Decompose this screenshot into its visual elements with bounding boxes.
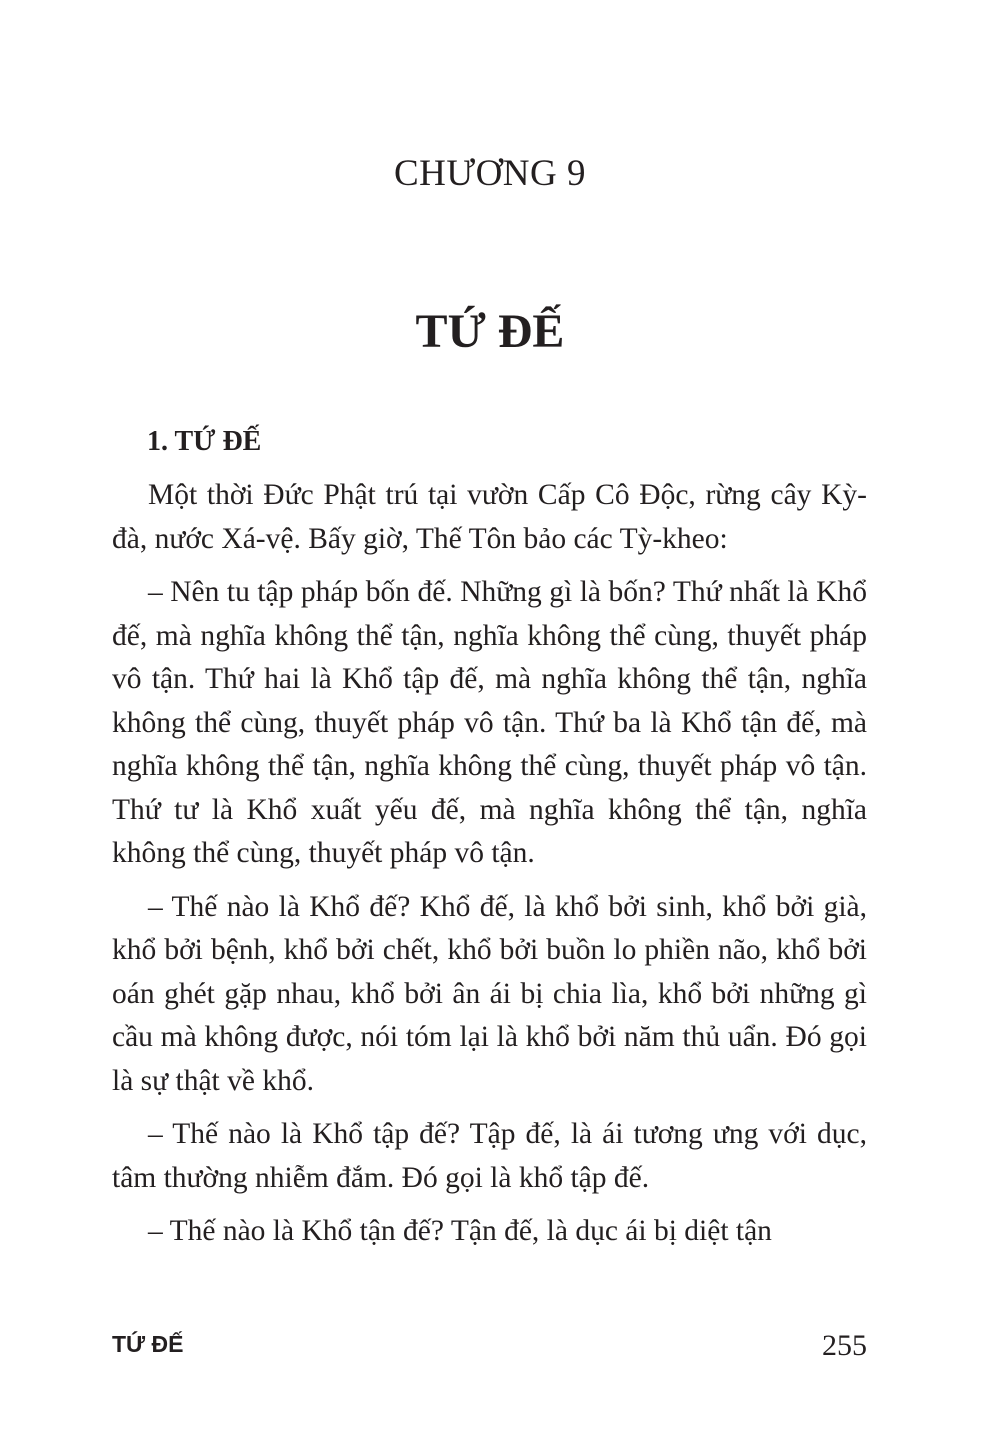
paragraph-intro: Một thời Đức Phật trú tại vườn Cấp Cô Độc, rừng cây Kỳ-đà, nước Xá-vệ. Bấy giờ, Thế Tôn bảo các Tỳ-kheo:: [112, 479, 867, 555]
running-footer-title: TỨ ĐẾ: [112, 1331, 184, 1357]
paragraph-suffering-truth: – Thế nào là Khổ đế? Khổ đế, là khổ bởi sinh, khổ bởi già, khổ bởi bệnh, khổ bởi chết, khổ bởi buồn lo phiền não, khổ bởi oán ghét gặp nhau, khổ bởi ân ái bị chia lìa, khổ bởi những gì cầu mà không được, nói tóm lại là khổ bởi năm thủ uẩn. Đó gọi là sự thật về khổ.: [112, 890, 867, 1097]
paragraph-origin-truth: – Thế nào là Khổ tập đế? Tập đế, là ái tương ưng với dục, tâm thường nhiễm đắm. Đó gọi là khổ tập đế.: [112, 1118, 867, 1194]
section-heading: 1. TỨ ĐẾ: [147, 426, 262, 457]
chapter-title: TỨ ĐẾ: [415, 305, 565, 358]
page-number: 255: [822, 1329, 867, 1362]
body-text: [112, 474, 867, 1264]
chapter-label: CHƯƠNG 9: [393, 153, 587, 194]
paragraph-cessation-truth: – Thế nào là Khổ tận đế? Tận đế, là dục ái bị diệt tận: [148, 1215, 772, 1247]
paragraph-four-truths: – Nên tu tập pháp bốn đế. Những gì là bốn? Thứ nhất là Khổ đế, mà nghĩa không thể tận, nghĩa không thể cùng, thuyết pháp vô tận. Thứ hai là Khổ tập đế, mà nghĩa không thể tận, nghĩa không thể cùng, thuyết pháp vô tận. Thứ ba là Khổ tận đế, mà nghĩa không thể tận, nghĩa không thể cùng, thuyết pháp vô tận. Thứ tư là Khổ xuất yếu đế, mà nghĩa không thể tận, nghĩa không thể cùng, thuyết pháp vô tận.: [112, 576, 867, 869]
